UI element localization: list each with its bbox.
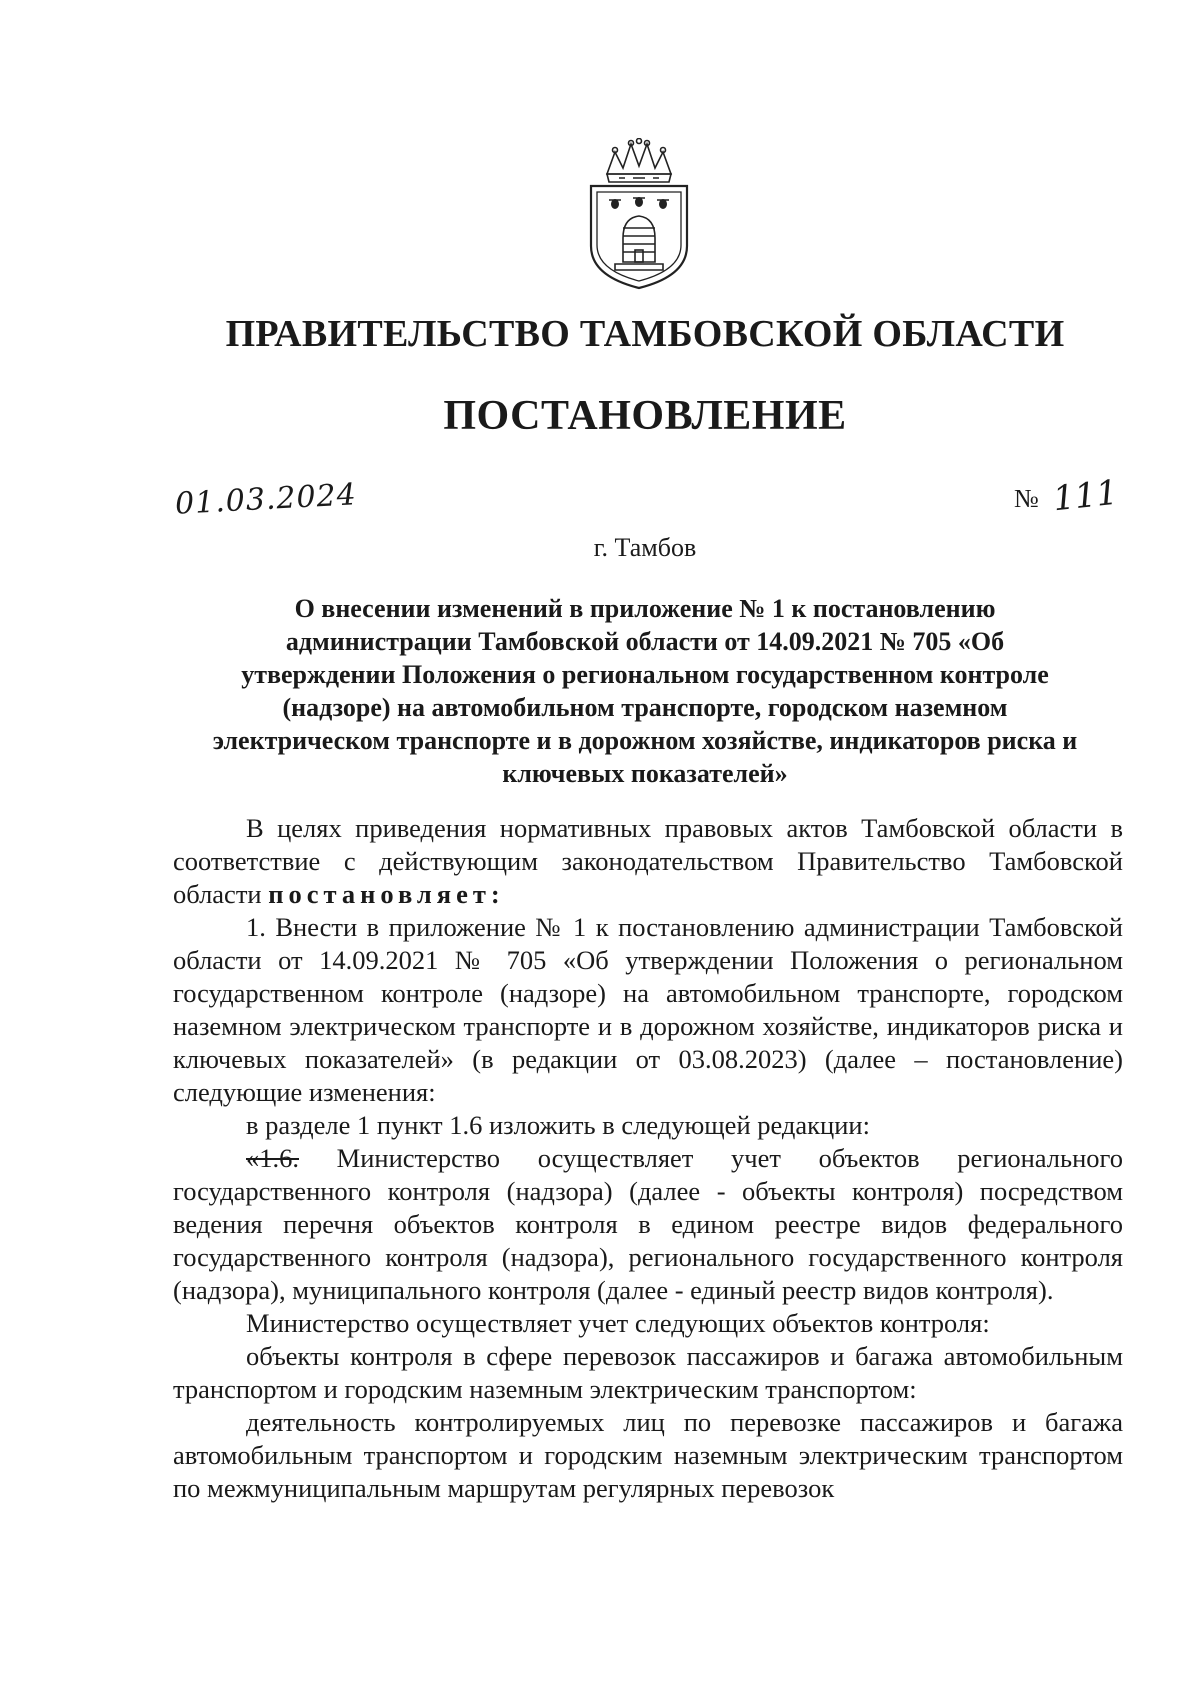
document-number [1014,472,1121,520]
subject-line: утверждении Положения о региональном государственном контроле [241,660,1049,689]
subject-line: ключевых показателей» [502,759,788,788]
subject-line: электрическом транспорте и в дорожном хозяйстве, индикаторов риска и [212,726,1078,755]
number-sign: № [1014,484,1039,513]
handwritten-number: 111 [1051,472,1121,520]
subject-line: О внесении изменений в приложение № 1 к постановлению [294,594,996,623]
tambov-coat-of-arms-icon [585,138,693,290]
paragraph-objects-intro: Министерство осуществляет учет следующих объектов контроля: [246,1308,990,1338]
document-body [173,812,1123,1505]
subject-line: (надзоре) на автомобильном транспорте, городском наземном [282,693,1008,722]
subject-line: администрации Тамбовской области от 14.09.2021 № 705 «Об [285,627,1005,656]
paragraph-objects-passengers: объекты контроля в сфере перевозок пассажиров и багажа автомобильным транспортом и городским наземным электрическим транспортом: [173,1341,1123,1404]
paragraph-clause-1-6 [173,1142,1123,1307]
clause-number: «1.6. [246,1143,299,1173]
document-subject [170,592,1120,790]
paragraph-activity: деятельность контролируемых лиц по перевозке пассажиров и багажа автомобильным транспортом и городским наземным электрическим транспортом по межмуниципальным маршрутам регулярных перевозок [173,1407,1123,1503]
paragraph-section-change: в разделе 1 пункт 1.6 изложить в следующей редакции: [246,1110,870,1140]
preamble-text: В целях приведения нормативных правовых актов Тамбовской области в соответствие с действующим законодательством Правительство Тамбовской области [173,813,1123,909]
paragraph-item-1: 1. Внести в приложение № 1 к постановлению администрации Тамбовской области от 14.09.2021 № 705 «Об утверждении Положения о региональном государственном контроле (надзоре) на автомобильном транспорте, городском наземном электрическом транспорте и в дорожном хозяйстве, индикаторов риска и ключевых показателей» (в редакции от 03.08.2023) (далее – постановление) следующие изменения: [173,912,1123,1107]
handwritten-date: 01.03.2024 [174,477,358,522]
government-name: ПРАВИТЕЛЬСТВО ТАМБОВСКОЙ ОБЛАСТИ [225,313,1065,355]
city-line: г. Тамбов [593,533,697,562]
document-type-title: ПОСТАНОВЛЕНИЕ [443,393,847,439]
clause-text: Министерство осуществляет учет объектов регионального государственного контроля (надзора) (далее - объекты контроля) посредством ведения перечня объектов контроля в едином реестре видов федерального государственного контроля (надзора), регионального государственного контроля (надзора), муниципального контроля (далее - единый реестр видов контроля). [173,1143,1123,1305]
decree-word: постановляет: [268,879,505,909]
preamble-paragraph [173,812,1123,911]
